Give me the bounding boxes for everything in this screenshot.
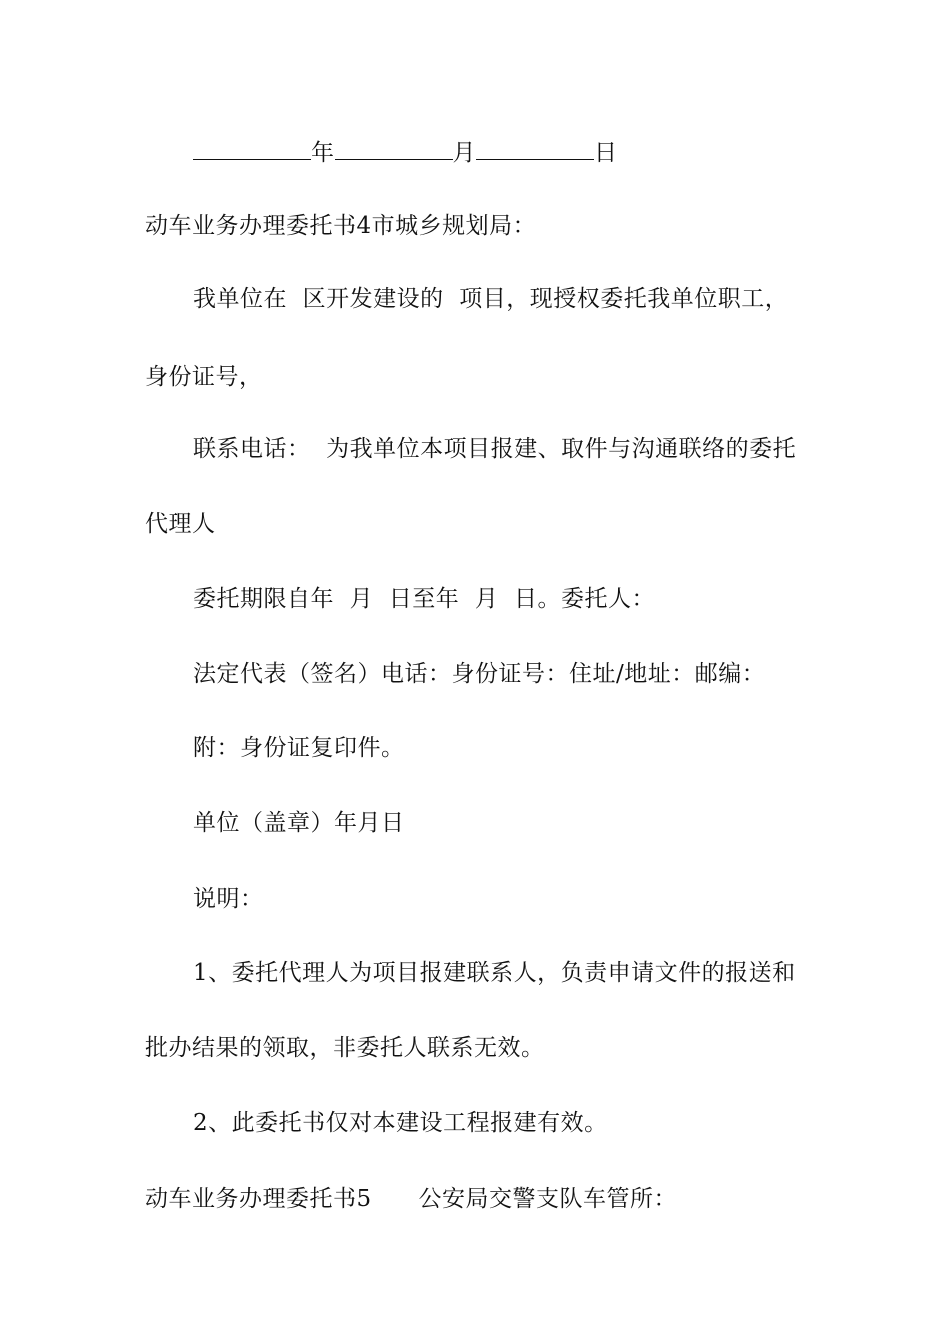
paragraph-seal: 单位（盖章）年月日 xyxy=(193,810,405,836)
note-item-2: 2、此委托书仅对本建设工程报建有效。 xyxy=(193,1110,608,1136)
day-label: 日 xyxy=(594,140,618,166)
paragraph-id-number: 身份证号， xyxy=(145,364,263,390)
year-label: 年 xyxy=(311,140,335,166)
note-item-1-continued: 批办结果的领取，非委托人联系无效。 xyxy=(145,1035,545,1061)
year-blank xyxy=(193,137,311,160)
paragraph-agent: 代理人 xyxy=(145,511,216,537)
month-label: 月 xyxy=(452,140,476,166)
section-heading-5: 动车业务办理委托书5 公安局交警支队车管所： xyxy=(145,1186,677,1212)
paragraph-notes-heading: 说明： xyxy=(193,886,264,912)
month-blank xyxy=(335,137,453,160)
day-blank xyxy=(476,137,594,160)
paragraph-authorization: 我单位在 区开发建设的 项目，现授权委托我单位职工， xyxy=(193,286,789,312)
paragraph-legal-rep: 法定代表（签名）电话：身份证号：住址/地址：邮编： xyxy=(193,661,766,687)
paragraph-term: 委托期限自年 月 日至年 月 日。委托人： xyxy=(193,586,655,612)
note-item-1: 1、委托代理人为项目报建联系人，负责申请文件的报送和 xyxy=(193,960,796,986)
paragraph-attachment: 附：身份证复印件。 xyxy=(193,735,405,761)
date-line xyxy=(193,137,618,168)
section-heading-4: 动车业务办理委托书4市城乡规划局： xyxy=(145,213,537,239)
paragraph-contact-phone: 联系电话： 为我单位本项目报建、取件与沟通联络的委托 xyxy=(193,436,797,462)
